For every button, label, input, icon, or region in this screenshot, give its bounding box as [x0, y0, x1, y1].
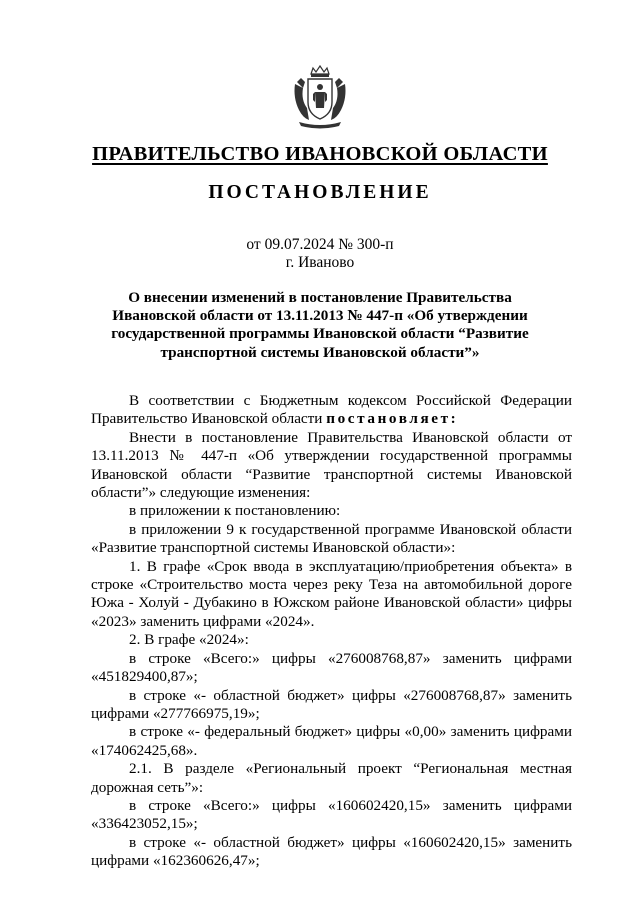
body-paragraph: в приложении к постановлению:: [129, 502, 341, 520]
subject-line: О внесении изменений в постановление Правительства: [128, 289, 512, 306]
document-meta: [0, 236, 640, 272]
body-paragraph: в строке «- федеральный бюджет» цифры «0,00» заменить цифрами «174062425,68».: [91, 723, 572, 759]
body-paragraph: Внести в постановление Правительства Ивановской области от 13.11.2013 № 447-п «Об утверждении государственной программы Ивановской области “Развитие транспортной системы Ивановской области”» следующие изменения:: [91, 428, 572, 502]
body-paragraph: в приложении 9 к государственной программе Ивановской области «Развитие транспортной системы Ивановской области»:: [91, 520, 572, 557]
subject-line: Ивановской области от 13.11.2013 № 447-п «Об утверждении: [112, 307, 528, 325]
body-paragraph: в строке «Всего:» цифры «276008768,87» заменить цифрами «451829400,87»;: [91, 649, 572, 686]
document-body: [91, 392, 572, 871]
body-paragraph: в строке «- областной бюджет» цифры «276008768,87» заменить цифрами «277766975,19»;: [91, 686, 572, 722]
body-paragraph: [91, 392, 572, 429]
body-paragraph: 2.1. В разделе «Региональный проект “Региональная местная дорожная сеть”»:: [91, 760, 572, 796]
document-date-number: от 09.07.2024 № 300-п: [246, 236, 394, 253]
document-type: ПОСТАНОВЛЕНИЕ: [208, 182, 432, 203]
decree-word: постановляет:: [326, 410, 459, 428]
document-subject: [110, 289, 530, 362]
document-city: г. Иваново: [285, 254, 355, 271]
coat-of-arms-icon: [291, 64, 349, 130]
body-paragraph: 2. В графе «2024»:: [129, 631, 249, 649]
subject-line: государственной программы Ивановской области “Развитие: [111, 325, 529, 343]
organization-title: ПРАВИТЕЛЬСТВО ИВАНОВСКОЙ ОБЛАСТИ: [92, 143, 548, 165]
body-paragraph: 1. В графе «Срок ввода в эксплуатацию/приобретения объекта» в строке «Строительство моста через реку Теза на автомобильной дороге Южа - Холуй - Дубакино в Южском районе Ивановской области» цифры «2023» заменить цифрами «2024».: [91, 557, 572, 630]
preamble-text: В соответствии с Бюджетным кодексом Российской Федерации Правительство Ивановской области: [91, 392, 572, 428]
subject-line: транспортной системы Ивановской области”»: [160, 343, 480, 361]
body-paragraph: в строке «Всего:» цифры «160602420,15» заменить цифрами «336423052,15»;: [91, 796, 572, 833]
body-paragraph: в строке «- областной бюджет» цифры «160602420,15» заменить цифрами «162360626,47»;: [91, 833, 572, 870]
